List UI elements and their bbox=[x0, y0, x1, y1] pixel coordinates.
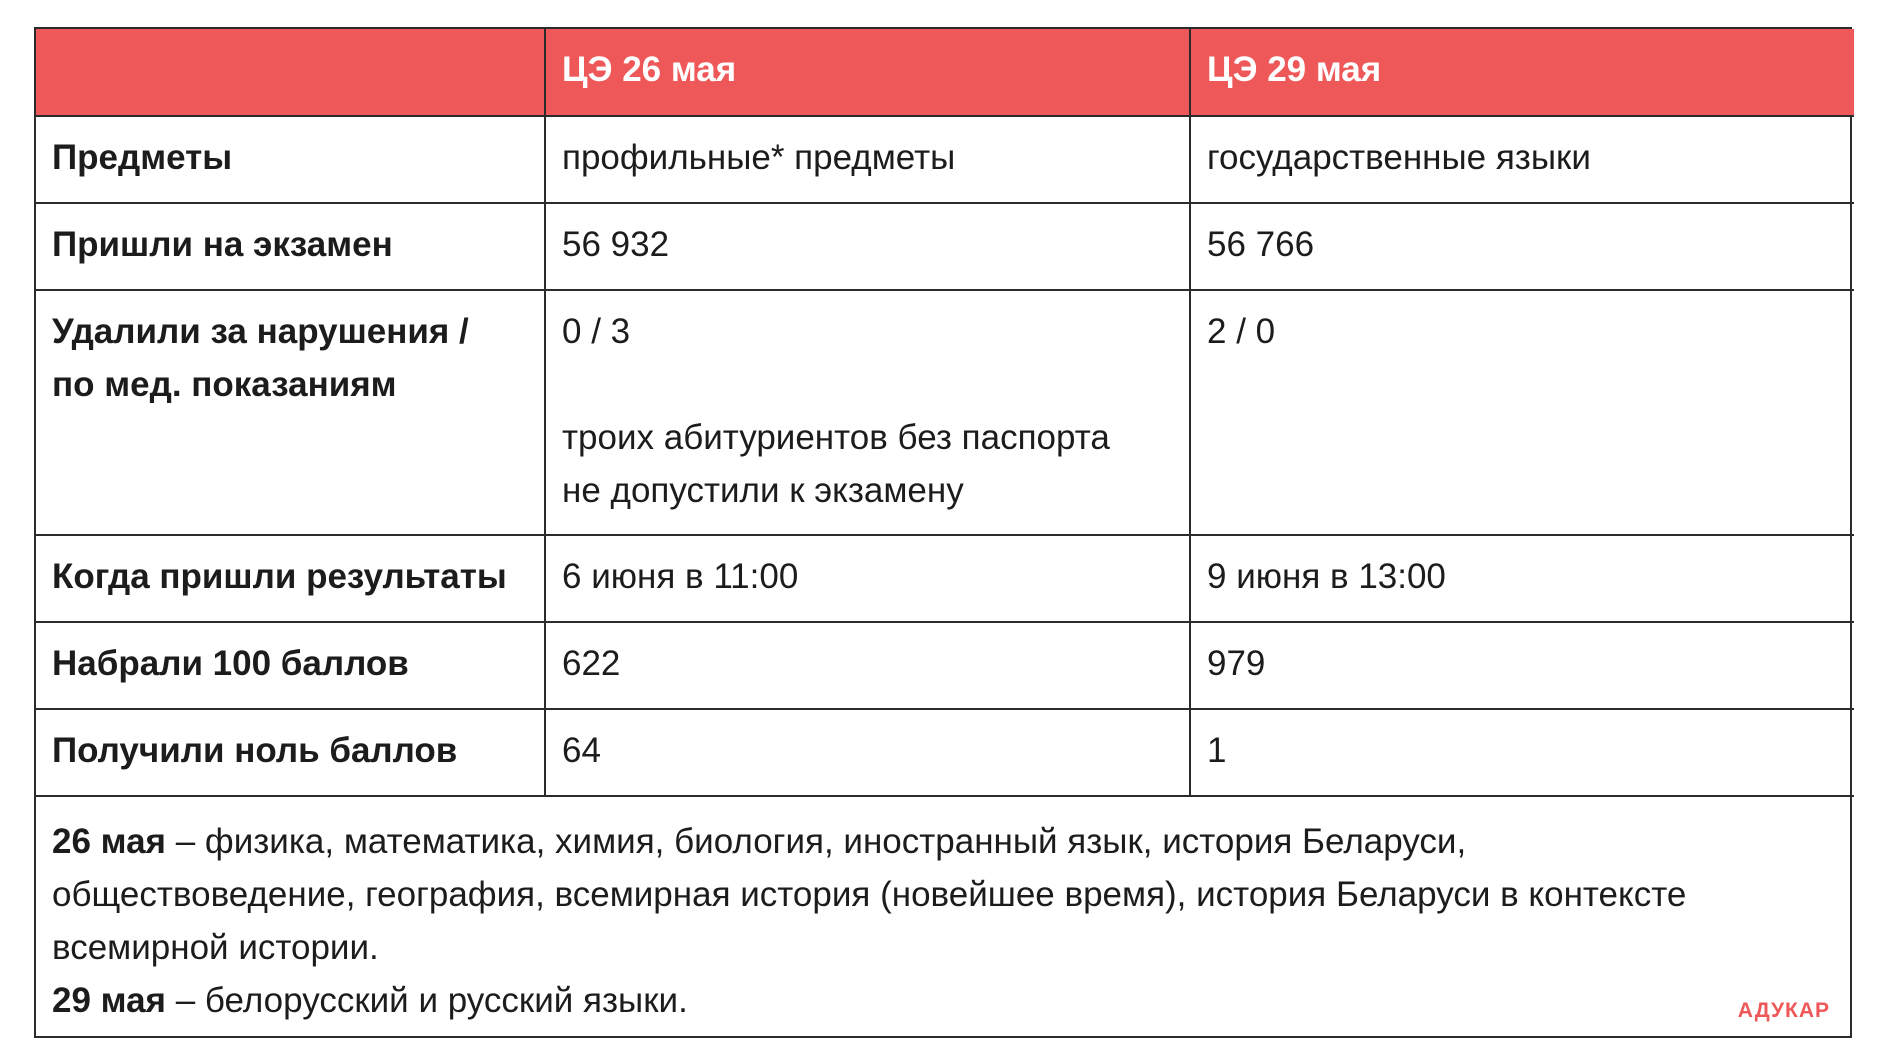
table-row-removed bbox=[36, 290, 1854, 535]
footnote-text: – физика, математика, химия, биология, иностранный язык, история Беларуси, bbox=[165, 822, 1467, 861]
table-header-row bbox=[36, 29, 1854, 116]
row-label: Предметы bbox=[36, 116, 545, 203]
cell-may-26: 64 bbox=[545, 709, 1190, 796]
cell-may-26: профильные* предметы bbox=[545, 116, 1190, 203]
footnote bbox=[36, 797, 1850, 1027]
cell-may-26: 56 932 bbox=[545, 203, 1190, 290]
table-row-subjects bbox=[36, 116, 1854, 203]
cell-note-line: троих абитуриентов без паспорта bbox=[562, 418, 1110, 457]
footnote-line bbox=[52, 974, 1834, 1027]
row-label: Пришли на экзамен bbox=[36, 203, 545, 290]
cell-may-29: 9 июня в 13:00 bbox=[1190, 535, 1854, 622]
table-row-100-points bbox=[36, 622, 1854, 709]
header-exam-may-26: ЦЭ 26 мая bbox=[545, 29, 1190, 116]
footnote-text: – белорусский и русский языки. bbox=[165, 981, 688, 1020]
cell-may-29: 56 766 bbox=[1190, 203, 1854, 290]
results-table bbox=[36, 29, 1854, 797]
cell-may-29: 979 bbox=[1190, 622, 1854, 709]
brand-logo: АДУКАР bbox=[1737, 999, 1830, 1022]
cell-may-29: 1 bbox=[1190, 709, 1854, 796]
row-label-line: Удалили за нарушения / bbox=[52, 312, 469, 351]
cell-note bbox=[562, 411, 1173, 517]
table-row-results-date bbox=[36, 535, 1854, 622]
cell-may-29: 2 / 0 bbox=[1190, 290, 1854, 535]
cell-value: 0 / 3 bbox=[562, 312, 631, 351]
row-label: Получили ноль баллов bbox=[36, 709, 545, 796]
results-table-container bbox=[34, 27, 1852, 1038]
header-empty-cell bbox=[36, 29, 545, 116]
header-exam-may-29: ЦЭ 29 мая bbox=[1190, 29, 1854, 116]
row-label: Когда пришли результаты bbox=[36, 535, 545, 622]
footnote-line: всемирной истории. bbox=[52, 928, 379, 967]
row-label: Набрали 100 баллов bbox=[36, 622, 545, 709]
footnote-date: 29 мая bbox=[52, 981, 166, 1020]
cell-may-26: 622 bbox=[545, 622, 1190, 709]
footnote-line: обществоведение, география, всемирная история (новейшее время), история Беларуси в контексте bbox=[52, 875, 1687, 914]
cell-note-line: не допустили к экзамену bbox=[562, 471, 964, 510]
table-row-zero-points bbox=[36, 709, 1854, 796]
footnote-date: 26 мая bbox=[52, 822, 166, 861]
row-label bbox=[36, 290, 545, 535]
footnote-line bbox=[52, 815, 1834, 868]
row-label-line: по мед. показаниям bbox=[52, 365, 397, 404]
cell-may-29: государственные языки bbox=[1190, 116, 1854, 203]
cell-may-26 bbox=[545, 290, 1190, 535]
cell-may-26: 6 июня в 11:00 bbox=[545, 535, 1190, 622]
table-row-attended bbox=[36, 203, 1854, 290]
